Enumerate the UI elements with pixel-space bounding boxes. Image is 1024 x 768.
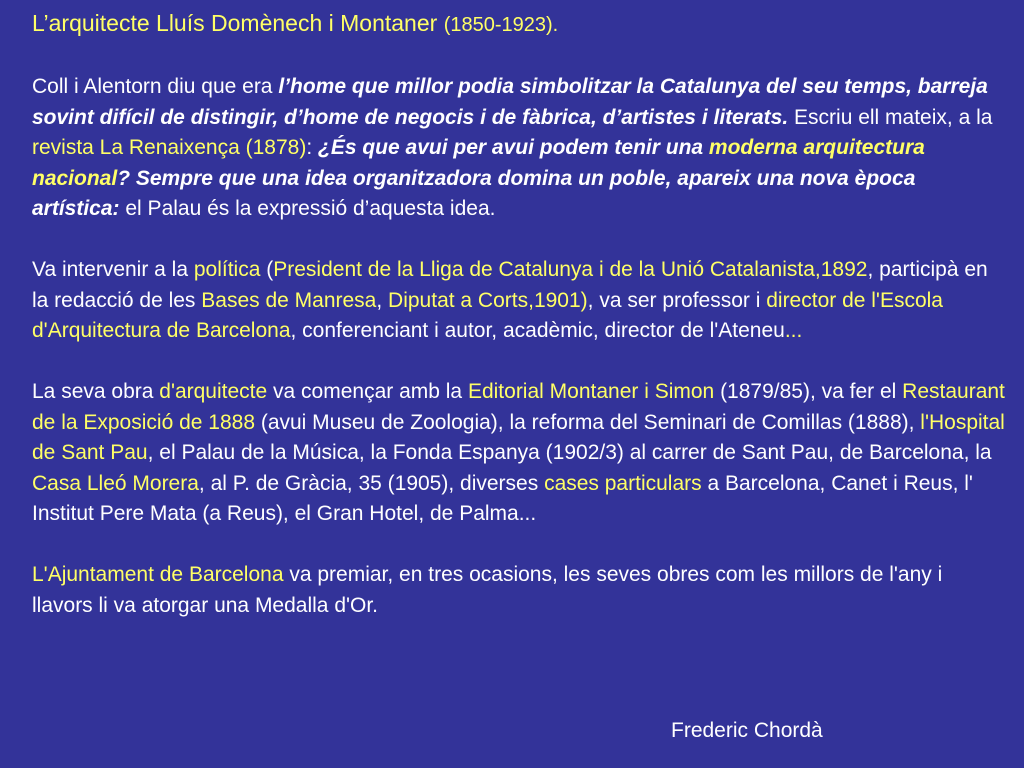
text-run: va premiar, en tres ocasions, les seves obres com les millors de l'any i llavors li va atorgar una Medalla d'Or. <box>32 563 943 617</box>
text-run: ( <box>260 258 274 281</box>
text-run: va començar amb la <box>267 380 468 403</box>
text-run: l'Hospital de Sant Pau <box>32 410 1005 464</box>
text-run: , el Palau de la Música, la Fonda Espanya (1902/3) al carrer de Sant Pau, de Barcelona, la <box>147 441 992 464</box>
text-run: Coll i Alentorn diu que era <box>32 75 279 98</box>
text-run: Restaurant de la Exposició de 1888 <box>32 380 1005 434</box>
text-run: Va intervenir a la <box>32 258 194 281</box>
paragraph-quote <box>32 72 1007 225</box>
text-run: ? Sempre que una idea organitzadora domina un poble, apareix una nova època artística: <box>32 166 916 220</box>
text-run: , participà en la redacció de les <box>32 258 988 312</box>
text-run: La seva obra <box>32 380 160 403</box>
title-dates: (1850-1923). <box>443 14 559 36</box>
text-run: ... <box>784 319 803 342</box>
text-run: moderna arquitectura nacional <box>32 136 925 190</box>
text-run: Casa Lleó Morera <box>32 471 199 495</box>
text-run: : <box>306 136 318 159</box>
text-run: , conferenciant i autor, acadèmic, director de l'Ateneu <box>290 319 785 342</box>
text-run: revista La Renaixença (1878) <box>32 136 307 159</box>
text-run: Diputat a Corts,1901) <box>388 288 588 312</box>
slide-title <box>32 8 558 40</box>
paragraph-awards <box>32 560 1007 621</box>
text-run: ¿És que avui per avui podem tenir una <box>318 136 709 159</box>
text-run: (1879/85), va fer el <box>714 380 903 403</box>
text-run: el Palau és la expressió d’aquesta idea. <box>119 197 496 220</box>
text-run: Bases de Manresa <box>201 288 377 312</box>
text-run: director de l'Escola d'Arquitectura de Barcelona <box>32 288 943 342</box>
text-run: President de la Lliga de Catalunya i de la Unió Catalanista,1892 <box>273 258 868 281</box>
text-run: cases particulars <box>544 471 702 495</box>
paragraph-works <box>32 377 1007 530</box>
paragraph-politics <box>32 255 1007 347</box>
text-run: , <box>376 288 389 312</box>
text-run: l’home que millor podia simbolitzar la Catalunya del seu temps, barreja sovint difícil de distingir, d’home de negocis i de fàbrica, d’artistes i literats. <box>32 75 988 129</box>
text-run: Escriu ell mateix, a la <box>788 105 993 129</box>
text-run: d'arquitecte <box>159 380 268 403</box>
text-run: a Barcelona, Canet i Reus, l' Institut Pere Mata (a Reus), el Gran Hotel, de Palma... <box>32 471 973 525</box>
text-run: L'Ajuntament de Barcelona <box>32 563 284 586</box>
title-text: L’arquitecte Lluís Domènech i Montaner <box>32 10 438 36</box>
text-run: (avui Museu de Zoologia), la reforma del Seminari de Comillas (1888), <box>255 410 921 434</box>
text-run: política <box>193 258 261 281</box>
slide-body <box>32 72 1007 621</box>
text-run: , va ser professor i <box>587 288 767 312</box>
author-credit: Frederic Chordà <box>671 719 823 742</box>
text-run: , al P. de Gràcia, 35 (1905), diverses <box>198 471 545 495</box>
text-run: Editorial Montaner i Simon <box>467 380 715 403</box>
